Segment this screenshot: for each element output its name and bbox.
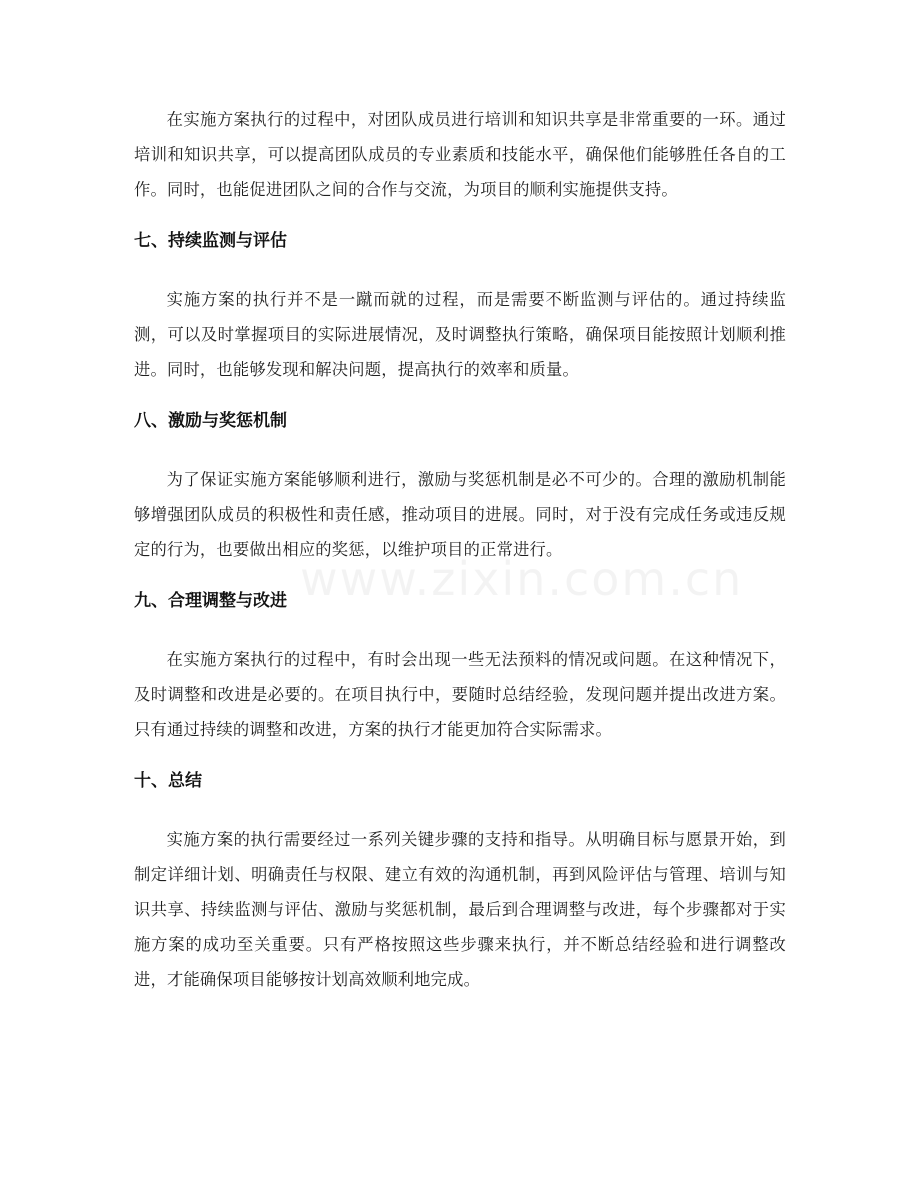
spacer bbox=[134, 207, 786, 224]
document-body bbox=[134, 102, 786, 997]
section-heading-10: 十、总结 bbox=[134, 771, 202, 791]
paragraph-monitoring: 实施方案的执行并不是一蹴而就的过程，而是需要不断监测与评估的。通过持续监测，可以及时掌握项目的实际进展情况，及时调整执行策略，确保项目能按照计划顺利推进。同时，也能够发现和解决问题，提高执行的效率和质量。 bbox=[134, 290, 786, 379]
paragraph-incentives: 为了保证实施方案能够顺利进行，激励与奖惩机制是必不可少的。合理的激励机制能够增强团队成员的积极性和责任感，推动项目的进展。同时，对于没有完成任务或违反规定的行为，也要做出相应的奖惩，以维护项目的正常进行。 bbox=[134, 470, 786, 559]
spacer bbox=[134, 799, 786, 822]
spacer bbox=[134, 619, 786, 642]
spacer bbox=[134, 387, 786, 404]
section-heading-8: 八、激励与奖惩机制 bbox=[134, 411, 287, 431]
spacer bbox=[134, 567, 786, 584]
spacer bbox=[134, 439, 786, 462]
section-heading-9: 九、合理调整与改进 bbox=[134, 591, 287, 611]
paragraph-adjustment: 在实施方案执行的过程中，有时会出现一些无法预料的情况或问题。在这种情况下，及时调整和改进是必要的。在项目执行中，要随时总结经验，发现问题并提出改进方案。只有通过持续的调整和改进，方案的执行才能更加符合实际需求。 bbox=[134, 650, 786, 739]
section-heading-7: 七、持续监测与评估 bbox=[134, 231, 287, 251]
paragraph-summary: 实施方案的执行需要经过一系列关键步骤的支持和指导。从明确目标与愿景开始，到制定详细计划、明确责任与权限、建立有效的沟通机制，再到风险评估与管理、培训与知识共享、持续监测与评估、激励与奖惩机制，最后到合理调整与改进，每个步骤都对于实施方案的成功至关重要。只有严格按照这些步骤来执行，并不断总结经验和进行调整改进，才能确保项目能够按计划高效顺利地完成。 bbox=[134, 830, 786, 989]
spacer bbox=[134, 747, 786, 764]
spacer bbox=[134, 259, 786, 282]
paragraph-training: 在实施方案执行的过程中，对团队成员进行培训和知识共享是非常重要的一环。通过培训和知识共享，可以提高团队成员的专业素质和技能水平，确保他们能够胜任各自的工作。同时，也能促进团队之间的合作与交流，为项目的顺利实施提供支持。 bbox=[134, 110, 786, 199]
